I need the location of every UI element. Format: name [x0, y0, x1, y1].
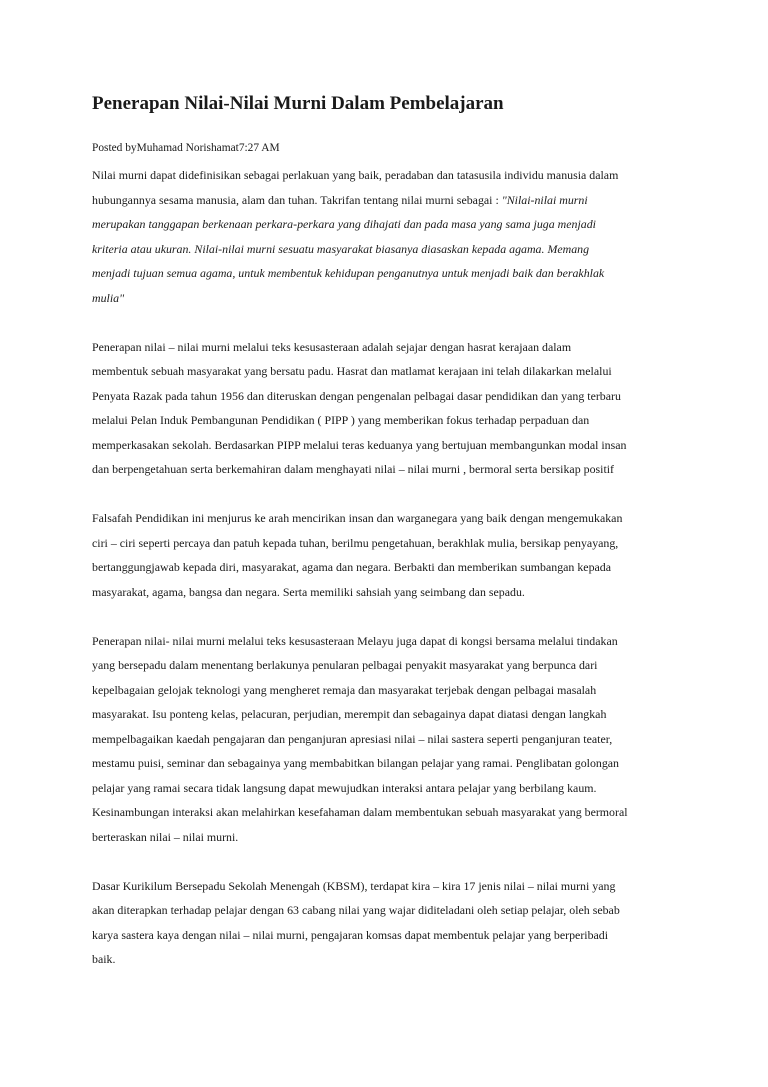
paragraph-spacer: [92, 604, 692, 629]
paragraph-line: masyarakat, agama, bangsa dan negara. Serta memiliki sahsiah yang seimbang dan sepadu.: [92, 584, 525, 599]
paragraph-line-quote: merupakan tanggapan berkenaan perkara-perkara yang dihajati dan pada masa yang sama juga menjadi: [92, 217, 596, 231]
paragraph-philosophy: [92, 506, 692, 604]
paragraph-line: masyarakat. Isu ponteng kelas, pelacuran, perjudian, merempit dan sebagainya dapat diatasi dengan langkah: [92, 707, 607, 721]
paragraph-line: Penyata Razak pada tahun 1956 dan diteruskan dengan pengenalan pelbagai dasar pendidikan dan yang terbaru: [92, 388, 621, 403]
paragraph-line: Dasar Kurikilum Bersepadu Sekolah Menengah (KBSM), terdapat kira – kira 17 jenis nilai – nilai murni yang: [92, 878, 616, 893]
paragraph-line: yang bersepadu dalam menentang berlakunya penularan pelbagai penyakit masyarakat yang berpunca dari: [92, 658, 598, 672]
paragraph-line: Falsafah Pendidikan ini menjurus ke arah mencirikan insan dan warganegara yang baik dengan mengemukakan: [92, 511, 623, 525]
paragraph-line: Kesinambungan interaksi akan melahirkan kesefahaman dalam membentukan sebuah masyarakat yang bermoral: [92, 805, 628, 819]
paragraph-line: karya sastera kaya dengan nilai – nilai murni, pengajaran komsas dapat membentuk pelajar yang berperibadi: [92, 927, 609, 942]
paragraph-line: Penerapan nilai- nilai murni melalui teks kesusasteraan Melayu juga dapat di kongsi bersama melalui tindakan: [92, 633, 618, 648]
paragraph-line: memperkasakan sekolah. Berdasarkan PIPP melalui teras keduanya yang bertujuan membangunkan modal insan: [92, 437, 627, 452]
line-text: hubungannya sesama manusia, alam dan tuhan. Takrifan tentang nilai murni sebagai :: [92, 192, 502, 207]
posted-by-label: Posted by: [92, 142, 137, 154]
post-time: 7:27 AM: [238, 142, 280, 154]
document-page: [92, 92, 692, 972]
paragraph-line: baik.: [92, 952, 116, 966]
post-author: Muhamad Norishamat: [136, 142, 239, 154]
paragraph-line-quote: mulia": [92, 290, 125, 305]
paragraph-line: pelajar yang ramai secara tidak langsung dapat mewujudkan interaksi antara pelajar yang berbilang kaum.: [92, 780, 597, 795]
paragraph-line: bertanggungjawab kepada diri, masyarakat, agama dan negara. Berbakti dan memberikan sumbangan kepada: [92, 560, 612, 574]
paragraph-line-quote: kriteria atau ukuran. Nilai-nilai murni sesuatu masyarakat biasanya diasaskan kepada agama. Memang: [92, 241, 590, 256]
paragraph-line: ciri – ciri seperti percaya dan patuh kepada tuhan, berilmu pengetahuan, berakhlak mulia, bersikap penyayang,: [92, 535, 619, 550]
paragraph-line: membentuk sebuah masyarakat yang bersatu padu. Hasrat dan matlamat kerajaan ini telah dilakarkan melalui: [92, 364, 612, 378]
paragraph-line: [92, 188, 692, 213]
paragraph-government: [92, 335, 692, 482]
post-meta: [92, 141, 692, 155]
post-title: Penerapan Nilai-Nilai Murni Dalam Pembelajaran: [92, 93, 504, 114]
paragraph-literature: [92, 629, 692, 850]
paragraph-spacer: [92, 310, 692, 335]
paragraph-line: Penerapan nilai – nilai murni melalui teks kesusasteraan adalah sejajar dengan hasrat kerajaan dalam: [92, 339, 572, 354]
paragraph-line-quote: menjadi tujuan semua agama, untuk membentuk kehidupan penganutnya untuk menjadi baik dan berakhlak: [92, 266, 605, 280]
quote-start: "Nilai-nilai murni: [501, 192, 588, 207]
paragraph-line: kepelbagaian gelojak teknologi yang mengheret remaja dan masyarakat terjebak dengan pelbagai masalah: [92, 682, 597, 697]
paragraph-line: Nilai murni dapat didefinisikan sebagai perlakuan yang baik, peradaban dan tatasusila individu manusia dalam: [92, 168, 619, 182]
paragraph-line: melalui Pelan Induk Pembangunan Pendidikan ( PIPP ) yang memberikan fokus terhadap perpaduan dan: [92, 413, 590, 427]
paragraph-line: akan diterapkan terhadap pelajar dengan 63 cabang nilai yang wajar diditeladani oleh setiap pelajar, oleh sebab: [92, 903, 620, 917]
paragraph-line: mempelbagaikan kaedah pengajaran dan penganjuran apresiasi nilai – nilai sastera seperti penganjuran teater,: [92, 731, 613, 746]
paragraph-line: berteraskan nilai – nilai murni.: [92, 829, 239, 844]
paragraph-definition: [92, 163, 692, 310]
paragraph-line: dan berpengetahuan serta berkemahiran dalam menghayati nilai – nilai murni , bermoral serta bersikap positif: [92, 462, 615, 476]
paragraph-line: mestamu puisi, seminar dan sebagainya yang membabitkan bilangan pelajar yang ramai. Penglibatan golongan: [92, 756, 619, 770]
paragraph-kbsm: [92, 874, 692, 972]
paragraph-spacer: [92, 482, 692, 507]
paragraph-spacer: [92, 849, 692, 874]
